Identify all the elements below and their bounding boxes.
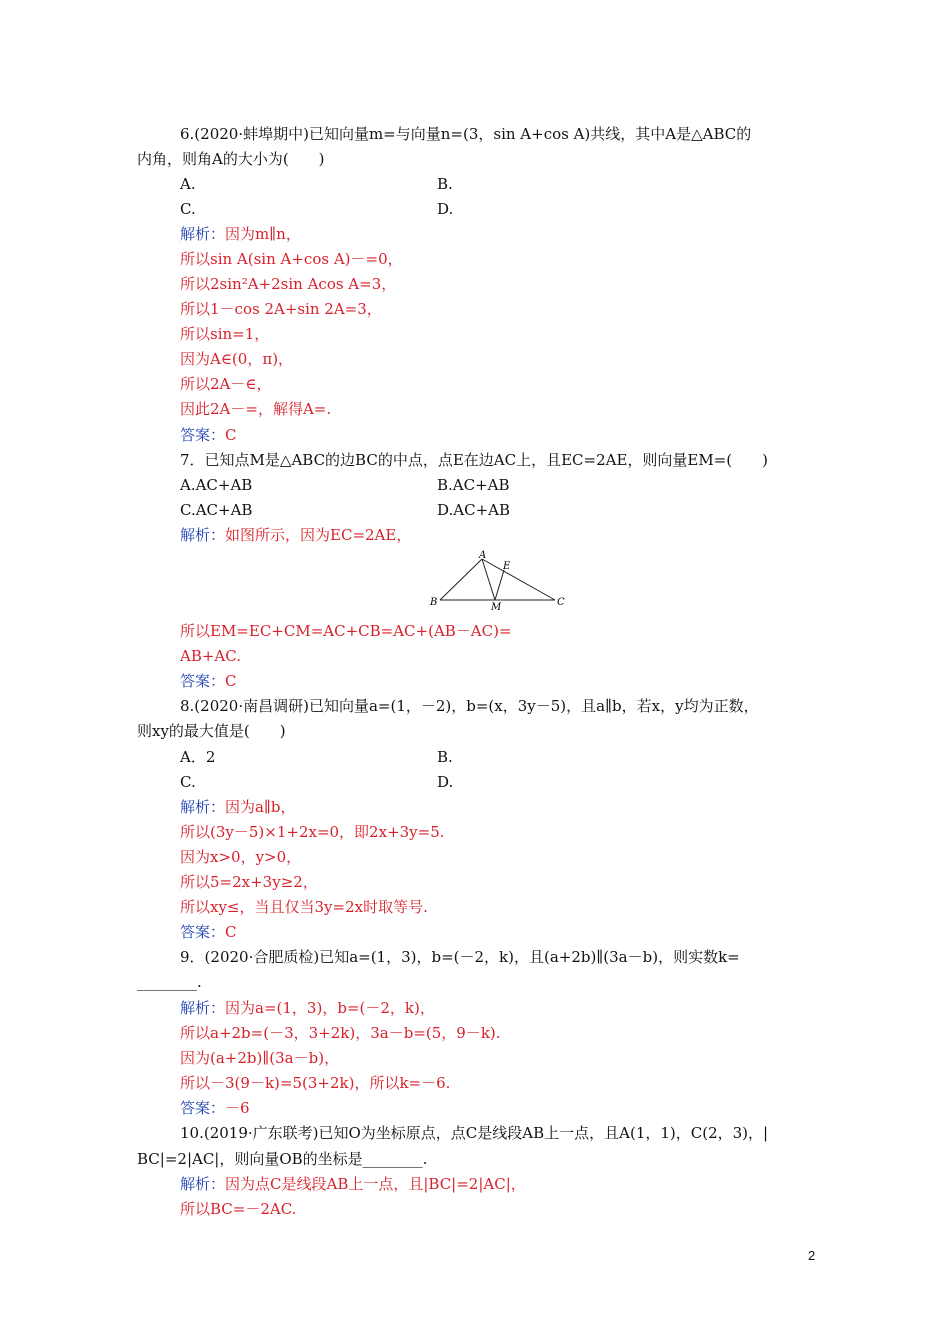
q9-step: 所以－3(9－k)=5(3+2k)，所以k=－6. [180, 1074, 451, 1092]
q8-option-b: B. [437, 748, 453, 766]
q8-solution-first [180, 798, 296, 816]
q6-option-a: A. [180, 175, 196, 193]
q8-option-a: A．2 [180, 748, 216, 766]
q7-step: 所以EM=EC+CM=AC+CB=AC+(AB－AC)= [180, 622, 512, 640]
q9-answer-value: －6 [225, 1099, 250, 1117]
q8-answer [180, 923, 237, 941]
q7-stem-line1: 7．已知点M是△ABC的边BC的中点，点E在边AC上，且EC=2AE，则向量EM=( ) [180, 451, 768, 469]
q10-solution-label: 解析： [180, 1175, 226, 1193]
figure-label-e: E [503, 561, 511, 572]
q8-solution-text: 因为a∥b， [225, 798, 296, 816]
q6-stem-line1: 6.(2020·蚌埠期中)已知向量m=与向量n=(3，sin A+cos A)共线，其中A是△ABC的 [180, 125, 752, 143]
q8-answer-value: C [225, 923, 237, 941]
q8-option-d: D. [437, 773, 454, 791]
q6-step: 所以sin=1， [180, 325, 270, 343]
q10-solution-text: 因为点C是线段AB上一点，且|BC|=2|AC|， [225, 1175, 526, 1193]
q8-step: 所以(3y－5)×1+2x=0，即2x+3y=5. [180, 823, 445, 841]
q6-step: 所以2A－∈， [180, 375, 272, 393]
q6-step: 因为A∈(0，π)， [180, 350, 294, 368]
q6-option-b: B. [437, 175, 453, 193]
figure-label-b: B [430, 597, 438, 608]
q9-answer-label: 答案： [180, 1099, 226, 1117]
q6-solution-text: 因为m∥n， [225, 225, 301, 243]
page-number: 2 [808, 1248, 816, 1263]
q6-stem-line2: 内角，则角A的大小为( ) [137, 150, 325, 168]
q10-stem-line2: BC|=2|AC|，则向量OB的坐标是________. [137, 1150, 428, 1168]
q9-solution-text: 因为a=(1，3)，b=(－2，k)， [225, 999, 435, 1017]
q8-stem-line1: 8.(2020·南昌调研)已知向量a=(1，－2)，b=(x，3y－5)，且a∥b，若x，y均为正数， [180, 697, 759, 715]
q7-solution-text: 如图所示，因为EC=2AE， [225, 526, 412, 544]
q6-answer-label: 答案： [180, 426, 226, 444]
q9-stem-line2: ________. [137, 973, 202, 991]
q6-step: 所以sin A(sin A+cos A)－=0， [180, 250, 403, 268]
figure-label-c: C [557, 597, 565, 608]
q8-stem-line2: 则xy的最大值是( ) [137, 722, 286, 740]
q9-solution-first [180, 999, 435, 1017]
q6-answer [180, 426, 237, 444]
q10-stem-line1: 10.(2019·广东联考)已知O为坐标原点，点C是线段AB上一点，且A(1，1)，C(2，3)，| [180, 1124, 769, 1142]
q8-step: 因为x>0，y>0， [180, 848, 302, 866]
q7-option-c: C.AC+AB [180, 501, 253, 519]
q6-step: 所以1－cos 2A+sin 2A=3， [180, 300, 382, 318]
q10-step: 所以BC=－2AC. [180, 1200, 297, 1218]
q9-answer [180, 1099, 250, 1117]
q8-answer-label: 答案： [180, 923, 226, 941]
q9-stem-line1: 9．(2020·合肥质检)已知a=(1，3)，b=(－2，k)，且(a+2b)∥(3a－b)，则实数k= [180, 948, 740, 966]
q8-step: 所以5=2x+3y≥2， [180, 873, 318, 891]
q7-answer-label: 答案： [180, 672, 226, 690]
q7-option-d: D.AC+AB [437, 501, 510, 519]
q8-option-c: C. [180, 773, 196, 791]
q6-solution-label: 解析： [180, 225, 226, 243]
q6-solution-first [180, 225, 301, 243]
q7-solution-first [180, 526, 411, 544]
figure-label-m: M [491, 602, 502, 613]
q10-solution-first [180, 1175, 526, 1193]
q6-option-c: C. [180, 200, 196, 218]
q9-solution-label: 解析： [180, 999, 226, 1017]
q6-answer-value: C [225, 426, 237, 444]
q7-option-a: A.AC+AB [180, 476, 253, 494]
q7-step: AB+AC. [180, 647, 241, 665]
q7-answer-value: C [225, 672, 237, 690]
q7-option-b: B.AC+AB [437, 476, 510, 494]
triangle-figure [425, 548, 570, 614]
q7-answer [180, 672, 237, 690]
q9-step: 所以a+2b=(－3，3+2k)，3a－b=(5，9－k). [180, 1024, 501, 1042]
q6-step: 因此2A－=，解得A=. [180, 400, 332, 418]
q8-solution-label: 解析： [180, 798, 226, 816]
q7-solution-label: 解析： [180, 526, 226, 544]
figure-label-a: A [479, 550, 487, 561]
q6-step: 所以2sin²A+2sin Acos A=3， [180, 275, 397, 293]
q6-option-d: D. [437, 200, 454, 218]
q8-step: 所以xy≤，当且仅当3y=2x时取等号. [180, 898, 428, 916]
q9-step: 因为(a+2b)∥(3a－b)， [180, 1049, 340, 1067]
